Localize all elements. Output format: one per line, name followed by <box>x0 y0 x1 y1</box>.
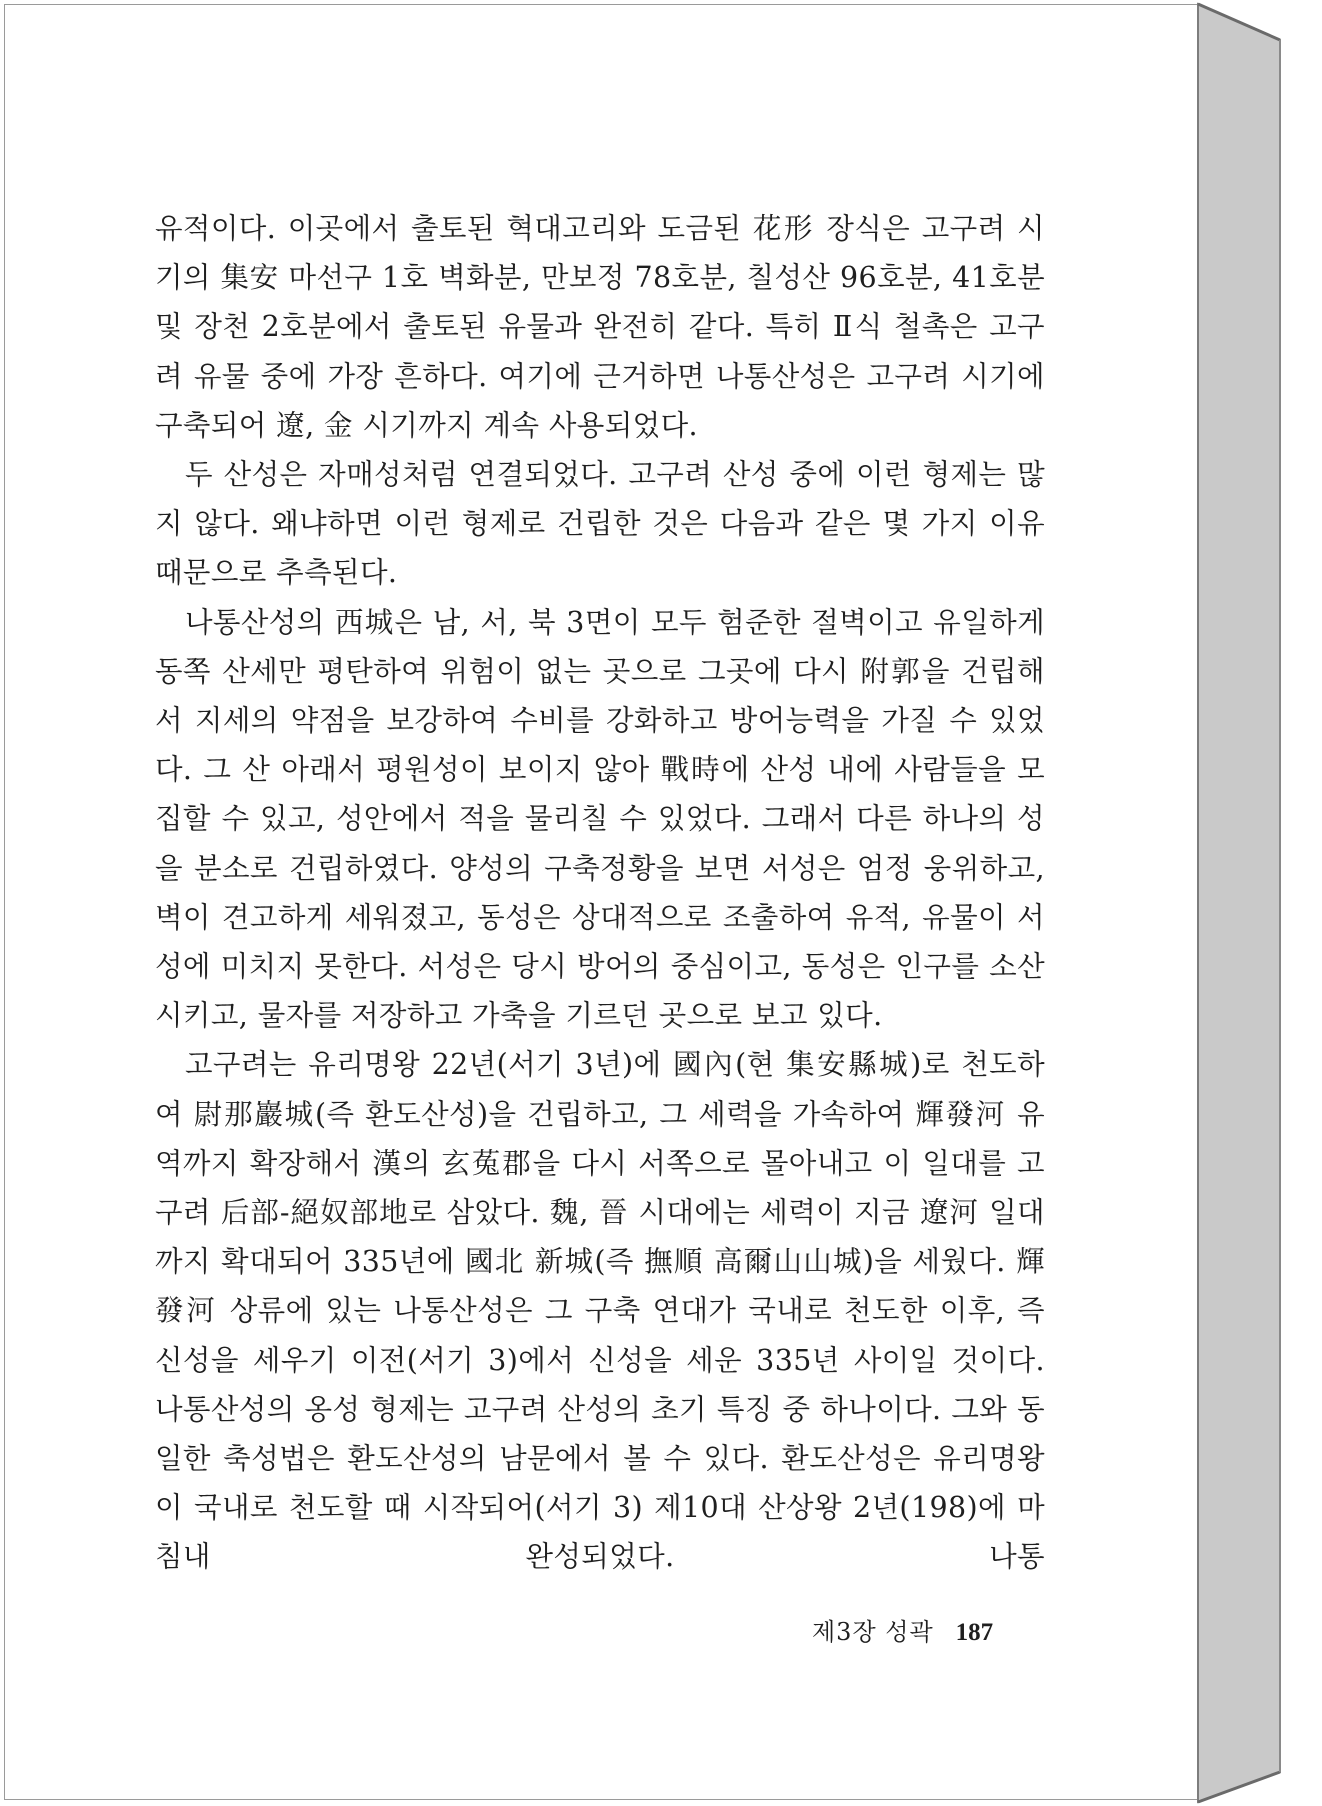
paragraph-1: 유적이다. 이곳에서 출토된 혁대고리와 도금된 花形 장식은 고구려 시기의 集安 마선구 1호 벽화분, 만보정 78호분, 칠성산 96호분, 41호분 및 장천 2호분에서 출토된 유물과 완전히 같다. 특히 Ⅱ식 철촉은 고구려 유물 중에 가장 흔하다. 여기에 근거하면 나통산성은 고구려 시기에 구축되어 遼, 金 시기까지 계속 사용되었다. <box>155 212 1045 442</box>
book-edge-side <box>1198 4 1280 1802</box>
page-number: 187 <box>955 1619 994 1646</box>
book-edge-bottom-line <box>1198 1772 1280 1802</box>
paragraph-2: 두 산성은 자매성처럼 연결되었다. 고구려 산성 중에 이런 형제는 많지 않다. 왜냐하면 이런 형제로 건립한 것은 다음과 같은 몇 가지 이유 때문으로 추측된다. <box>155 458 1045 590</box>
page-footer <box>812 1612 1024 1647</box>
book-edge-top-line <box>1198 4 1280 40</box>
paragraph-3: 나통산성의 西城은 남, 서, 북 3면이 모두 험준한 절벽이고 유일하게 동쪽 산세만 평탄하여 위험이 없는 곳으로 그곳에 다시 附郭을 건립해서 지세의 약점을 보강하여 수비를 강화하고 방어능력을 가질 수 있었다. 그 산 아래서 평원성이 보이지 않아 戰時에 산성 내에 사람들을 모집할 수 있고, 성안에서 적을 물리칠 수 있었다. 그래서 다른 하나의 성을 분소로 건립하였다. 양성의 구축정황을 보면 서성은 엄정 웅위하고, 벽이 견고하게 세워졌고, 동성은 상대적으로 조출하여 유적, 유물이 서성에 미치지 못한다. 서성은 당시 방어의 중심이고, 동성은 인구를 소산시키고, 물자를 저장하고 가축을 기르던 곳으로 보고 있다. <box>155 605 1045 1033</box>
paragraph-4: 고구려는 유리명왕 22년(서기 3년)에 國內(현 集安縣城)로 천도하여 尉那巖城(즉 환도산성)을 건립하고, 그 세력을 가속하여 輝發河 유역까지 확장해서 漢의 玄菟郡을 다시 서쪽으로 몰아내고 이 일대를 고구려 后部-絕奴部地로 삼았다. 魏, 晉 시대에는 세력이 지금 遼河 일대까지 확대되어 335년에 國北 新城(즉 撫順 高爾山山城)을 세웠다. 輝發河 상류에 있는 나통산성은 그 구축 연대가 국내로 천도한 이후, 즉 신성을 세우기 이전(서기 3)에서 신성을 세운 335년 사이일 것이다. 나통산성의 옹성 형제는 고구려 산성의 초기 특징 중 하나이다. 그와 동일한 축성법은 환도산성의 남문에서 볼 수 있다. 환도산성은 유리명왕이 국내로 천도할 때 시작되어(서기 3) 제10대 산상왕 2년(198)에 마침내 완성되었다. 나통 <box>155 1048 1045 1574</box>
body-text <box>155 204 1045 1582</box>
chapter-title: 제3장 성곽 <box>812 1618 934 1646</box>
